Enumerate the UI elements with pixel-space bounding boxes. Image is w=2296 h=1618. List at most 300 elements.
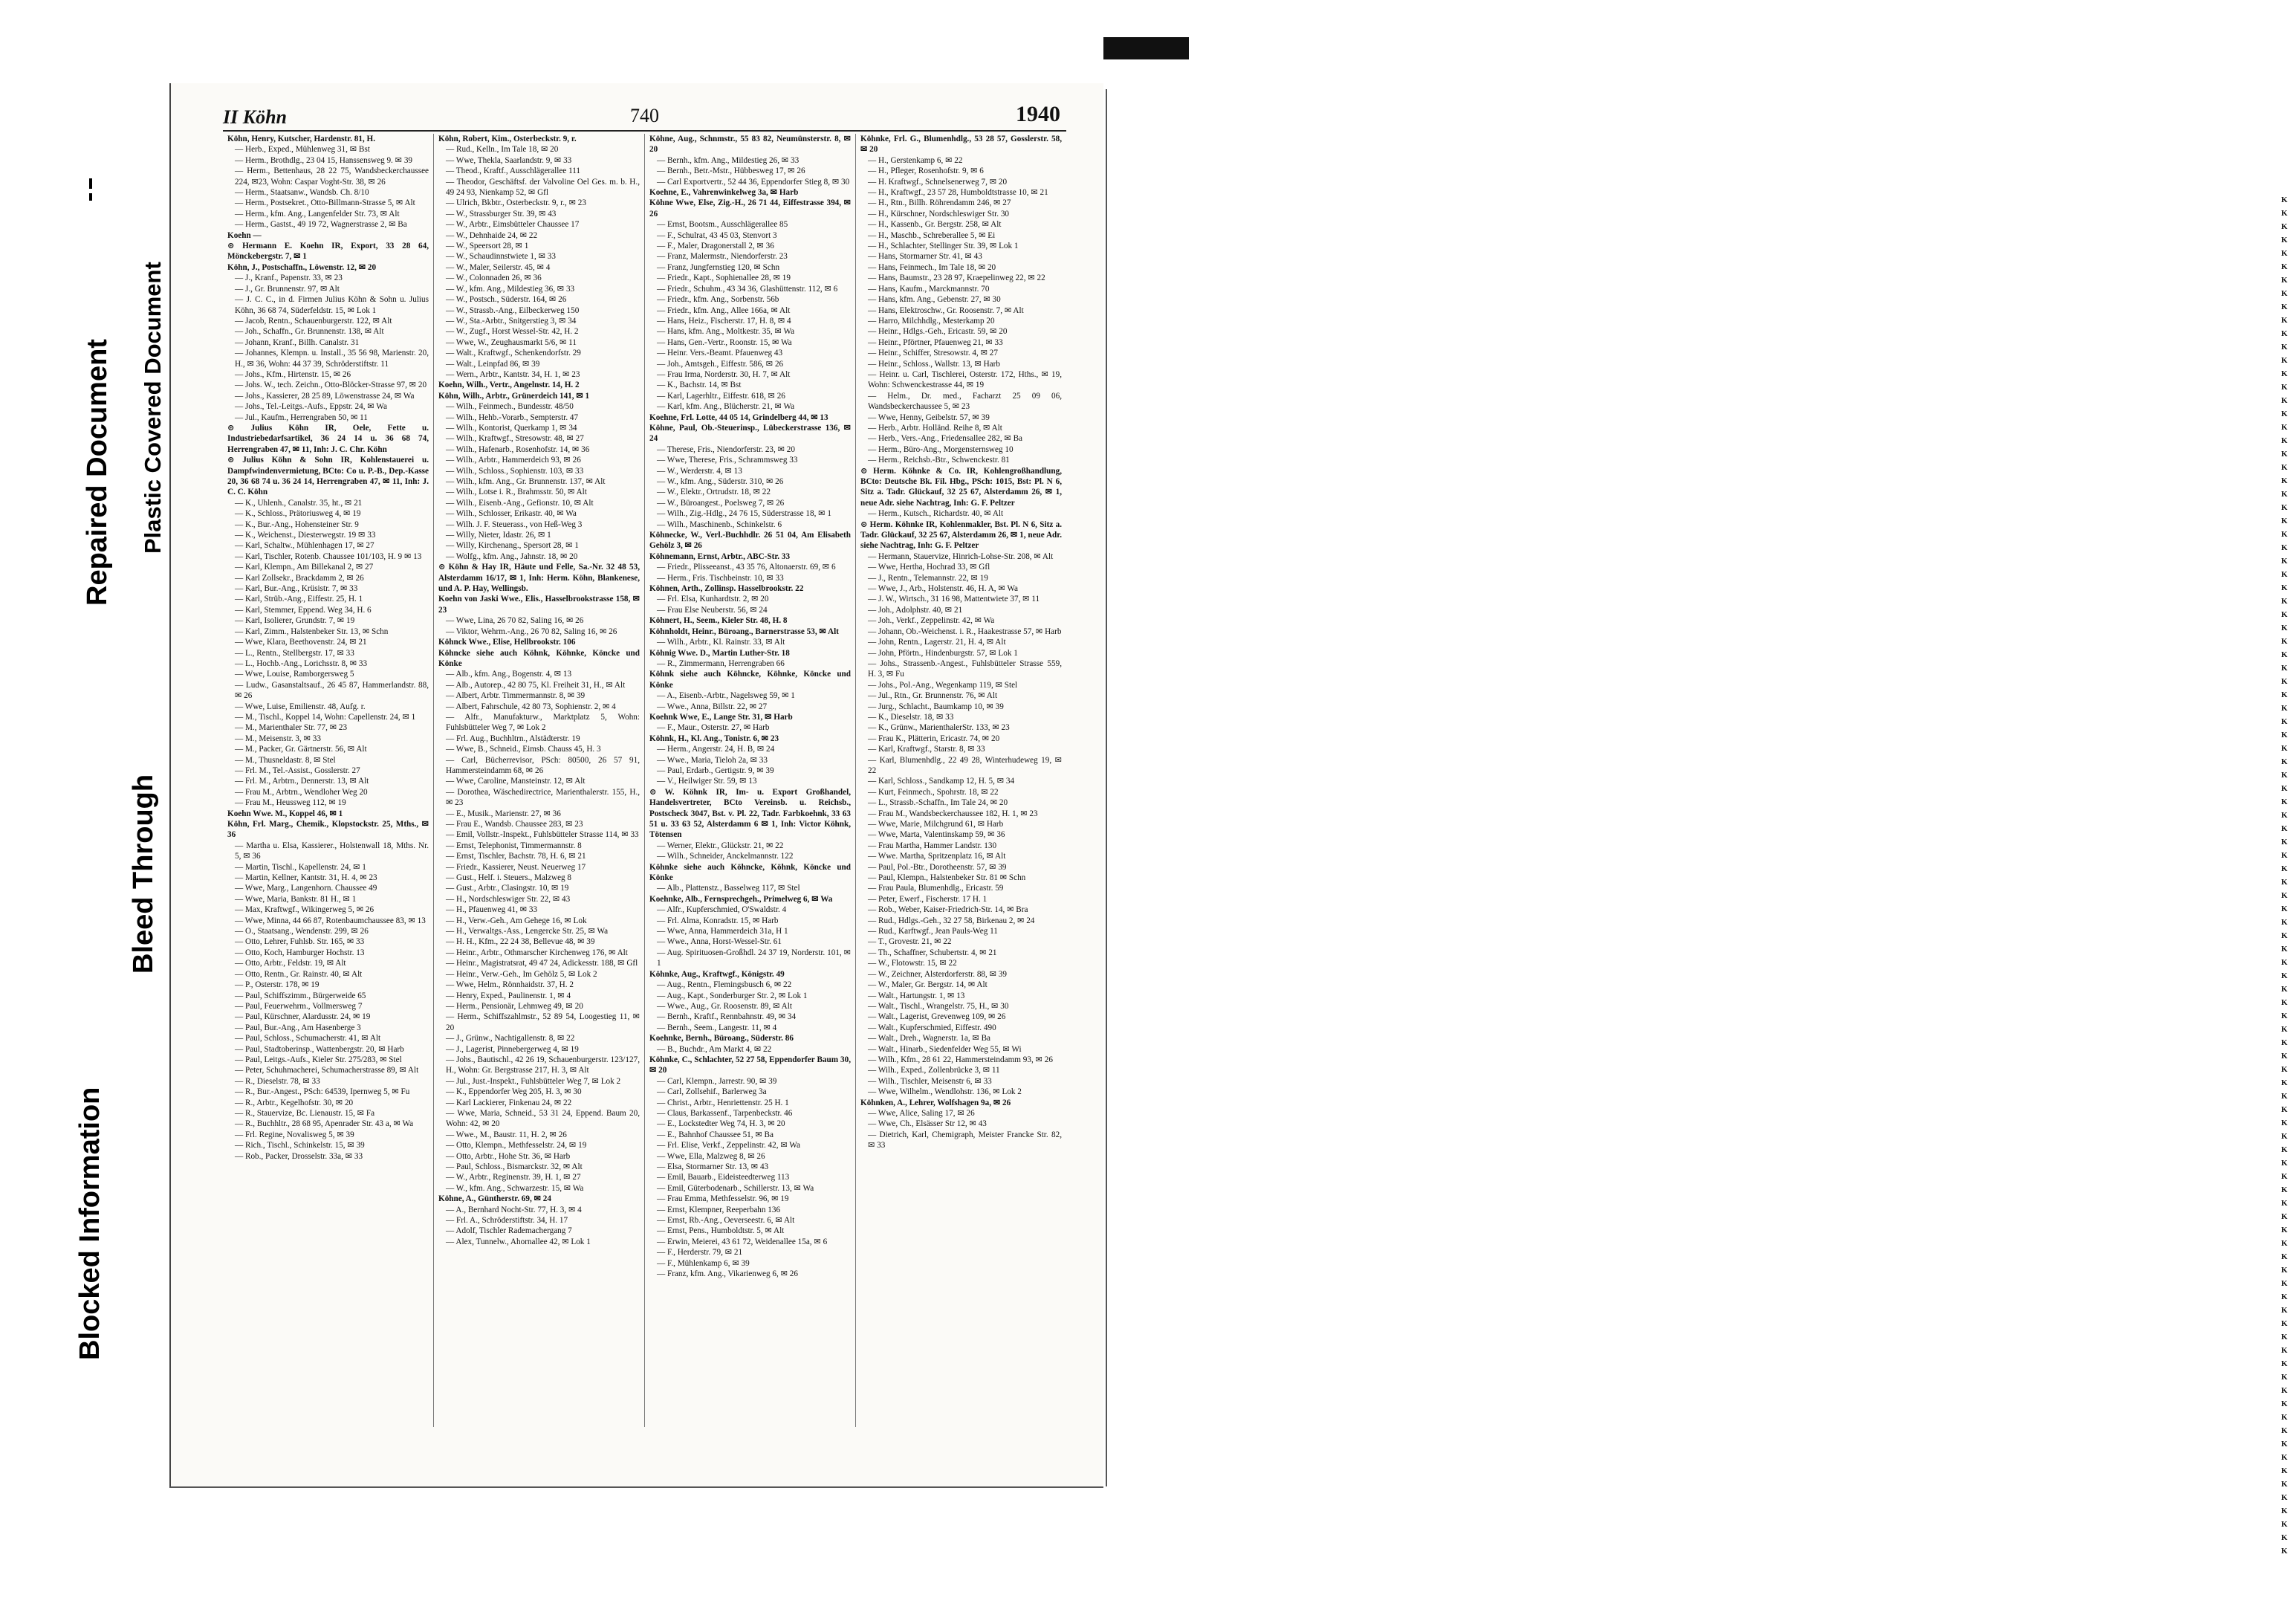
directory-entry: — Hans, Gen.-Vertr., Roonstr. 15, ✉ Wa — [657, 337, 792, 347]
directory-entry: — Heinr., Verw.-Geh., Im Gehölz 5, ✉ Lok 2 — [446, 969, 597, 979]
directory-entry: — M., Packer, Gr. Gärtnerstr. 56, ✉ Alt — [235, 745, 367, 754]
directory-entry: — Hermann, Stauervize, Hinrich-Lohse-Str. 208, ✉ Alt — [868, 551, 1054, 561]
directory-entry: — Karl Zollsekr., Brackdamm 2, ✉ 26 — [235, 573, 364, 583]
directory-entry: — Ernst, Rb.-Ang., Oeverseestr. 6, ✉ Alt — [657, 1216, 795, 1226]
directory-entry: — Hans, Heiz., Fischerstr. 17, H. 8, ✉ 4 — [657, 316, 791, 326]
directory-entry: — Karl, Zimm., Halstenbeker Str. 13, ✉ Schn — [235, 627, 389, 636]
directory-entry: — W., Colonnaden 26, ✉ 36 — [446, 274, 542, 283]
directory-entry: — Herm., Staatsanw., Wandsb. Ch. 8/10 — [235, 188, 369, 198]
directory-entry: — W., Arbtr., Eimsbütteler Chaussee 17 — [446, 220, 580, 230]
directory-entry: — Wwe, Luise, Emilienstr. 48, Aufg. r. — [235, 702, 366, 711]
directory-entry: — Frau Emma, Methfesselstr. 96, ✉ 19 — [657, 1194, 789, 1204]
directory-entry: — Heinr., Hdlgs.-Geh., Ericastr. 59, ✉ 20 — [868, 327, 1008, 337]
directory-entry: — R., Arbtr., Kegelhofstr. 30, ✉ 20 — [235, 1098, 354, 1107]
directory-entry: — Wwe, Caroline, Mansteinstr. 12, ✉ Alt — [446, 777, 586, 786]
directory-entry: — Emil, Bauarb., Eideisteedterweg 113 — [657, 1173, 790, 1182]
directory-entry: Köhnecke, W., Verl.-Buchhdlr. 26 51 04, Am Elisabeth Gehölz 3, ✉ 26 — [649, 531, 851, 551]
directory-entry: — Bernh., Kraftf., Rennbahnstr. 49, ✉ 34 — [657, 1012, 797, 1022]
directory-entry: — Karl, Klempn., Am Billekanal 2, ✉ 27 — [235, 563, 374, 572]
directory-entry: — Adolf, Tischler Rademachergang 7 — [446, 1226, 572, 1236]
directory-entry: — Hans, Feinmech., Im Tale 18, ✉ 20 — [868, 262, 996, 272]
directory-entry: — Walt., Kupferschmied, Eiffestr. 490 — [868, 1023, 996, 1032]
directory-entry: — Wwe, Minna, 44 66 87, Rotenbaumchaussee 83, ✉ 13 — [235, 916, 426, 925]
directory-entry: Koehnk Wwe, E., Lange Str. 31, ✉ Harb — [649, 712, 793, 722]
directory-entry: — Aug., Kapt., Sonderburger Str. 2, ✉ Lok 1 — [657, 991, 808, 1000]
directory-entry: — R., Dieselstr. 78, ✉ 33 — [235, 1076, 320, 1086]
directory-entry: — Ernst, Tischler, Bachstr. 78, H. 6, ✉ 21 — [446, 852, 586, 861]
directory-entry: — Gust., Arbtr., Clasingstr. 10, ✉ 19 — [446, 884, 569, 893]
directory-entry: — Friedr., Schuhm., 43 34 36, Glashüttenstr. 112, ✉ 6 — [657, 284, 838, 294]
directory-entry: — Herm., Postsekret., Otto-Billmann-Strasse 5, ✉ Alt — [235, 198, 415, 208]
directory-entry: — O., Staatsang., Wendenstr. 299, ✉ 26 — [235, 927, 369, 936]
directory-entry: — B., Buchdr., Am Markt 4, ✉ 22 — [657, 1044, 772, 1054]
directory-entry: — Rud., Hdlgs.-Geh., 32 27 58, Birkenau 2, ✉ 24 — [868, 916, 1035, 925]
page-number: 740 — [630, 105, 659, 126]
label-bleed-through: Bleed Through — [128, 774, 159, 974]
directory-entry: — John, Rentn., Lagerstr. 21, H. 4, ✉ Alt — [868, 638, 1006, 647]
directory-entry: — Jul., Just.-Inspekt., Fuhlsbütteler Weg 7, ✉ Lok 2 — [446, 1076, 621, 1086]
directory-entry: — Johs., Strassenb.-Angest., Fuhlsbütteler Strasse 559, H. 3, ✉ Fu — [868, 658, 1062, 679]
directory-entry: — Otto, Klempn., Methfesselstr. 24, ✉ 19 — [446, 1141, 587, 1151]
directory-entry: — H., Verwaltgs.-Ass., Lengercke Str. 25, ✉ Wa — [446, 927, 609, 936]
directory-entry: — Heinr., Schloss., Wallstr. 13, ✉ Harb — [868, 359, 1000, 369]
directory-entry: — Therese, Fris., Niendorferstr. 23, ✉ 20 — [657, 444, 795, 454]
directory-entry: — Helm., Dr. med., Facharzt 25 09 06, Wandsbeckerchaussee 5, ✉ 23 — [868, 391, 1062, 412]
directory-entry: — W., Postsch., Süderstr. 164, ✉ 26 — [446, 295, 567, 305]
directory-entry: — Bernh., Betr.-Mstr., Hübbesweg 17, ✉ 26 — [657, 166, 805, 176]
directory-entry: Köhn, Robert, Kim., Osterbeckstr. 9, r. — [438, 135, 577, 143]
directory-entry: — Otto, Rentn., Gr. Rainstr. 40, ✉ Alt — [235, 969, 363, 979]
directory-entry: — W., Arbtr., Reginenstr. 39, H. 1, ✉ 27 — [446, 1173, 581, 1182]
directory-entry: — Carl, Bücherrevisor, PSch: 80500, 26 57 91, Hammersteindamm 68, ✉ 26 — [446, 755, 640, 775]
directory-entry: Köhn, Henry, Kutscher, Hardenstr. 81, H. — [227, 135, 376, 143]
directory-entry: — Johs., Kassierer, 28 25 89, Löwenstrasse 24, ✉ Wa — [235, 391, 415, 401]
directory-entry: — Friedr., kfm. Ang., Allee 166a, ✉ Alt — [657, 305, 791, 315]
directory-entry: — Frau M., Arbtrn., Wendloher Weg 20 — [235, 787, 368, 797]
directory-entry: — Walt., Lagerist, Grevenweg 109, ✉ 26 — [868, 1012, 1006, 1022]
directory-entry: — Walt., Hinarb., Siedenfelder Weg 55, ✉ Wi — [868, 1044, 1022, 1054]
directory-entry: — Wwe, Anna, Hammerdeich 31a, H 1 — [657, 927, 788, 936]
directory-entry: — Carl, Zollsehif., Barlerweg 3a — [657, 1087, 767, 1097]
directory-entry: — Johs., Kfm., Hirtenstr. 15, ✉ 26 — [235, 369, 351, 379]
directory-entry: — L., Strassb.-Schaffn., Im Tale 24, ✉ 20 — [868, 798, 1008, 808]
directory-entry: — Paul, Erdarb., Gertigstr. 9, ✉ 39 — [657, 766, 774, 775]
directory-entry: — Wwe, Marg., Langenhorn. Chaussee 49 — [235, 884, 377, 893]
directory-entry: — Rud., Karftwgf., Jean Pauls-Weg 11 — [868, 927, 998, 936]
directory-entry: Köhne, Aug., Schnmstr., 55 83 82, Neumünsterstr. 8, ✉ 20 — [649, 135, 851, 155]
directory-entry: — K., Bachstr. 14, ✉ Bst — [657, 381, 742, 390]
adjacent-page-edge — [1106, 89, 2288, 1556]
directory-entry: — Frau Paula, Blumenhdlg., Ericastr. 59 — [868, 884, 1004, 893]
header-section: II Köhn — [223, 106, 287, 128]
directory-entry: — Franz, Jungfernstieg 120, ✉ Schn — [657, 262, 780, 272]
directory-entry: — Carl Exportvertr., 52 44 36, Eppendorfer Stieg 8, ✉ 30 — [657, 177, 850, 187]
directory-entry: — Wwe, Therese, Fris., Schrammsweg 33 — [657, 456, 798, 465]
directory-entry: — Wwe., M., Baustr. 11, H. 2, ✉ 26 — [446, 1130, 567, 1139]
directory-entry: Köhne, Paul, Ob.-Steuerinsp., Lübeckerstrasse 136, ✉ 24 — [649, 423, 851, 444]
directory-entry: — Wilh., Feinmech., Bundesstr. 48/50 — [446, 402, 574, 412]
directory-entry: Koehne, E., Vahrenwinkelweg 3a, ✉ Harb — [649, 188, 799, 198]
directory-entry: — F., Schulrat, 43 45 03, Stenvort 3 — [657, 230, 777, 240]
directory-entry: — Otto, Arbtr., Hohe Str. 36, ✉ Harb — [446, 1151, 571, 1161]
directory-entry: — Willy, Kirchenang., Spersort 28, ✉ 1 — [446, 541, 579, 551]
directory-entry: — Franz, Malermstr., Niendorferstr. 23 — [657, 252, 788, 262]
directory-entry: — L., Rentn., Stellbergstr. 17, ✉ 33 — [235, 648, 354, 658]
directory-entry: — W., kfm. Ang., Süderstr. 310, ✉ 26 — [657, 477, 784, 486]
directory-entry: — John, Pförtn., Hindenburgstr. 57, ✉ Lok 1 — [868, 648, 1018, 658]
directory-entry: — Alb., Plattenstz., Basselweg 117, ✉ Stel — [657, 884, 800, 893]
directory-entry: — Johann, Kranf., Billh. Canalstr. 31 — [235, 337, 360, 347]
directory-entry: — Herm., Reichsb.-Btr., Schwenckestr. 81 — [868, 456, 1010, 465]
directory-entry: Koehn von Jaski Wwe., Elis., Hasselbrookstrasse 158, ✉ 23 — [438, 595, 640, 615]
directory-entry: — Frau K., Plätterin, Ericastr. 74, ✉ 20 — [868, 734, 1000, 743]
directory-entry: — Wwe, W., Zeughausmarkt 5/6, ✉ 11 — [446, 337, 577, 347]
directory-entry: — Joh., Amtsgeh., Eiffestr. 586, ✉ 26 — [657, 359, 784, 369]
directory-entry: — Henry, Exped., Paulinenstr. 1, ✉ 4 — [446, 991, 571, 1000]
label-blocked-information: Blocked Information — [74, 1087, 106, 1360]
directory-entry: — E., Bahnhof Chaussee 51, ✉ Ba — [657, 1130, 774, 1139]
directory-entry: — Karl, Schaltw., Mühlenhagen 17, ✉ 27 — [235, 541, 374, 551]
directory-entry: Köhnert, H., Seem., Kieler Str. 48, H. 8 — [649, 616, 788, 626]
directory-entry: — Frau Martha, Hammer Landstr. 130 — [868, 841, 997, 850]
directory-entry: — H., Pfleger, Rosenhofstr. 9, ✉ 6 — [868, 166, 984, 176]
directory-entry: — Alex, Tunnelw., Ahornallee 42, ✉ Lok 1 — [446, 1237, 591, 1246]
directory-entry: ⊙ Köhn & Hay IR, Häute und Felle, Sa.-Nr. 32 48 53, Alsterdamm 16/17, ✉ 1, Inh: Herm. Köhn, Blankenese, und A. P. Hay, Wellingsb. — [438, 563, 640, 594]
directory-entry: ⊙ Herm. Köhnke IR, Kohlenmakler, Bst. Pl. N 6, Sitz a. Tadr. Glückauf, 32 25 67, Alsterdamm 26, ✉ 1, neue Adr. siehe Nachtrag, Inh: G. F. Peltzer — [860, 520, 1062, 551]
directory-entry: — Otto, Arbtr., Feldstr. 19, ✉ Alt — [235, 959, 346, 968]
directory-entry: — W., Flotowstr. 15, ✉ 22 — [868, 959, 957, 968]
directory-entry: — E., Lockstedter Weg 74, H. 3, ✉ 20 — [657, 1119, 785, 1129]
directory-entry: — Alfr., Kupferschmied, O'Swaldstr. 4 — [657, 905, 787, 915]
directory-entry: Köhn, Wilh., Arbtr., Grünerdeich 141, ✉ 1 — [438, 391, 590, 401]
directory-entry: — Frau M., Wandsbeckerchaussee 182, H. 1, ✉ 23 — [868, 809, 1038, 818]
directory-entry: — Johs. W., tech. Zeichn., Otto-Blöcker-Strasse 97, ✉ 20 — [235, 381, 427, 390]
directory-entry: — J. C. C., in d. Firmen Julius Köhn & Sohn u. Julius Köhn, 36 68 74, Süderfeldstr. 15, ✉ Lok 1 — [235, 295, 429, 315]
directory-entry: Köhncke siehe auch Köhnk, Köhnke, Köncke und Könke — [438, 648, 640, 668]
directory-entry: Köhnig Wwe. D., Martin Luther-Str. 18 — [649, 648, 790, 658]
directory-entry: — Emil, Vollstr.-Inspekt., Fuhlsbütteler Strasse 114, ✉ 33 — [446, 830, 639, 840]
directory-entry: — Carl, Klempn., Jarrestr. 90, ✉ 39 — [657, 1076, 777, 1086]
directory-entry: — Johs., Tel.-Leitgs.-Aufs., Eppstr. 24, ✉ Wa — [235, 402, 387, 412]
directory-entry: Koehnke, Alb., Fernsprechgeh., Primelweg 6, ✉ Wa — [649, 894, 833, 904]
directory-entry: — H., Pfauenweg 41, ✉ 33 — [446, 905, 538, 915]
directory-entry: — Wilh., Maschinenb., Schinkelstr. 6 — [657, 520, 782, 529]
directory-entry: — Karl, Strüb.-Ang., Eiffestr. 25, H. 1 — [235, 595, 363, 604]
directory-entry: — Aug., Rentn., Flemingsbusch 6, ✉ 22 — [657, 980, 792, 990]
directory-entry: — W., kfm. Ang., Schwarzestr. 15, ✉ Wa — [446, 1183, 584, 1193]
directory-entry: — Herm., Schiffszahlmstr., 52 89 54, Loogestieg 11, ✉ 20 — [446, 1012, 640, 1032]
directory-entry: — M., Marienthaler Str. 77, ✉ 23 — [235, 723, 348, 733]
directory-entry: — Gust., Helf. i. Steuers., Malzweg 8 — [446, 873, 572, 883]
directory-entry: — A., Eisenb.-Arbtr., Nagelsweg 59, ✉ 1 — [657, 691, 795, 701]
directory-entry: — Wwe., Anna, Horst-Wessel-Str. 61 — [657, 937, 782, 947]
directory-entry: Köhnk, H., Kl. Ang., Tonistr. 6, ✉ 23 — [649, 734, 779, 743]
side-mark — [89, 178, 92, 189]
directory-entry: — J., Grünw., Nachtigallenstr. 8, ✉ 22 — [446, 1034, 575, 1043]
directory-entry: Köhnken, A., Lehrer, Wolfshagen 9a, ✉ 26 — [860, 1098, 1011, 1107]
directory-entry: — Wilh., Kraftwgf., Stresowstr. 48, ✉ 27 — [446, 434, 584, 444]
directory-entry: — K., Dieselstr. 18, ✉ 33 — [868, 712, 954, 722]
directory-entry: — Jurg., Schlacht., Baumkamp 10, ✉ 39 — [868, 702, 1004, 711]
directory-entry: — Hans, kfm. Ang., Moltkestr. 35, ✉ Wa — [657, 327, 795, 337]
header-year: 1940 — [1016, 102, 1060, 126]
directory-entry: — F., Maler, Dragonerstall 2, ✉ 36 — [657, 242, 774, 251]
directory-entry: — Friedr., Kapt., Sophienallee 28, ✉ 19 — [657, 274, 791, 283]
directory-entry: — Theod., Kraftf., Ausschlägerallee 111 — [446, 166, 581, 176]
directory-entry: — Frl. M., Arbtrn., Dennerstr. 13, ✉ Alt — [235, 777, 369, 786]
directory-entry: — Franz, kfm. Ang., Vikarienweg 6, ✉ 26 — [657, 1269, 798, 1279]
directory-entry: Köhnck Wwe., Elise, Hellbrookstr. 106 — [438, 638, 576, 647]
directory-entry: — Werner, Elektr., Glückstr. 21, ✉ 22 — [657, 841, 784, 850]
directory-entry: — K., Weichenst., Diesterwegstr. 19 ✉ 33 — [235, 531, 376, 540]
directory-entry: — Friedr., Kassierer, Neust. Neuerweg 17 — [446, 862, 586, 872]
directory-entry: — Wilh., Hafenarb., Rosenhofstr. 14, ✉ 36 — [446, 444, 590, 454]
directory-entry: — Paul, Bur.-Ang., Am Hasenberge 3 — [235, 1023, 361, 1032]
directory-entry: — Herm., Brothdlg., 23 04 15, Hanssensweg 9. ✉ 39 — [235, 155, 413, 165]
directory-entry: Koehn — — [227, 230, 262, 240]
directory-entry: — Ernst, Pens., Humboldtstr. 5, ✉ Alt — [657, 1226, 785, 1236]
directory-entry: — M., Thusneldastr. 8, ✉ Stel — [235, 755, 336, 765]
directory-entry: — Herb., Arbtr. Holländ. Reihe 8, ✉ Alt — [868, 423, 1002, 433]
directory-entry: — E., Musik., Marienstr. 27, ✉ 36 — [446, 809, 561, 818]
directory-entry: — Wilh., kfm. Ang., Gr. Brunnenstr. 137, ✉ Alt — [446, 477, 606, 486]
directory-entry: Köhnen, Arth., Zollinsp. Hasselbrookstr. 22 — [649, 584, 804, 594]
directory-entry: — W., Büroangest., Poelsweg 7, ✉ 26 — [657, 498, 785, 508]
directory-entry: — Frl. Alma, Konradstr. 15, ✉ Harb — [657, 916, 779, 925]
directory-entry: Koehn Wwe. M., Koppel 46, ✉ 1 — [227, 809, 343, 818]
directory-entry: — Frau Irma, Norderstr. 30, H. 7, ✉ Alt — [657, 369, 791, 379]
directory-entry: — Wwe., Anna, Billstr. 22, ✉ 27 — [657, 702, 768, 711]
directory-entry: — Rich., Tischl., Schinkelstr. 15, ✉ 39 — [235, 1141, 365, 1151]
directory-entry: — Christ., Arbtr., Henriettenstr. 25 H. 1 — [657, 1098, 789, 1107]
directory-entry: — Wwe, Maria, Bankstr. 81 H., ✉ 1 — [235, 894, 357, 904]
directory-entry: — Karl Lackierer, Finkenau 24, ✉ 22 — [446, 1098, 572, 1107]
directory-entry: — Wilh., Exped., Zollenbrücke 3, ✉ 11 — [868, 1066, 1000, 1075]
directory-entry: — W., Zugf., Horst Wessel-Str. 42, H. 2 — [446, 327, 579, 337]
directory-entry: — Frl. A., Schröderstiftstr. 34, H. 17 — [446, 1216, 568, 1226]
directory-entry: — R., Buchhltr., 28 68 95, Apenrader Str. 43 a, ✉ Wa — [235, 1119, 414, 1129]
directory-entry: — Alb., Autorep., 42 80 75, Kl. Freiheit 31, H., ✉ Alt — [446, 680, 626, 690]
directory-entry: — K., Bur.-Ang., Hohensteiner Str. 9 — [235, 520, 359, 529]
directory-entry: — Wilh., Arbtr., Kl. Rainstr. 33, ✉ Alt — [657, 638, 785, 647]
directory-entry: — Wilh. J. F. Steuerass., von Heß-Weg 3 — [446, 520, 583, 529]
directory-entry: — Wilh., Schlosser, Erikastr. 40, ✉ Wa — [446, 509, 577, 519]
directory-entry: Köhn, Frl. Marg., Chemik., Klopstockstr. 25, Mths., ✉ 36 — [227, 820, 429, 840]
directory-column-4 — [855, 134, 1066, 1427]
directory-entry: — Ernst, Klempner, Reeperbahn 136 — [657, 1205, 781, 1214]
directory-entry: — H., Nordschleswiger Str. 22, ✉ 43 — [446, 894, 571, 904]
directory-entry: — Peter, Ewerf., Fischerstr. 17 H. 1 — [868, 894, 988, 904]
directory-entry: — Wwe, J., Arb., Holstenstr. 46, H. A, ✉ Wa — [868, 584, 1018, 594]
directory-entry: — Martha u. Elsa, Kassierer., Holstenwall 18, Mths. Nr. 5, ✉ 36 — [235, 841, 429, 861]
directory-entry: ⊙ Julius Köhn IR, Oele, Fette u. Industriebedarfsartikel, 36 24 14 u. 36 68 74, Herrengraben 47, ✉ 11, Inh: J. C. Chr. Köhn — [227, 423, 429, 454]
directory-entry: — Hans, Kaufm., Marckmannstr. 70 — [868, 284, 990, 294]
directory-entry: — W., Strassb.-Ang., Eilbeckerweg 150 — [446, 305, 580, 315]
directory-column-3 — [644, 134, 855, 1427]
directory-column-1 — [223, 134, 433, 1427]
directory-entry: — K., Schloss., Prätoriusweg 4, ✉ 19 — [235, 509, 361, 519]
directory-entry: — Walt., Tischl., Wrangelstr. 75, H., ✉ 30 — [868, 1001, 1009, 1011]
directory-entry: — Joh., Schaffn., Gr. Brunnenstr. 138, ✉ Alt — [235, 327, 384, 337]
directory-entry: — Paul, Schloss., Bismarckstr. 32, ✉ Alt — [446, 1162, 583, 1171]
directory-entry: — Paul, Schloss., Schumacherstr. 41, ✉ Alt — [235, 1034, 381, 1043]
directory-entry: — H., Schlachter, Stellinger Str. 39, ✉ Lok 1 — [868, 242, 1019, 251]
directory-entry: — Walt., Leinpfad 86, ✉ 39 — [446, 359, 540, 369]
directory-entry: — Herm., Bettenhaus, 28 22 75, Wandsbeckerchaussee 224, ✉23, Wohn: Caspar Voght-Str. 38, ✉ 26 — [235, 166, 429, 187]
directory-entry: — Wwe, Ch., Elsässer Str 12, ✉ 43 — [868, 1119, 987, 1129]
directory-entry: — Walt., Dreh., Wagnerstr. 1a, ✉ Ba — [868, 1034, 990, 1043]
directory-entry: — H., Kraftwgf., 23 57 28, Humboldtstrasse 10, ✉ 21 — [868, 188, 1048, 198]
directory-entry: — Karl, Lagerhltr., Eiffestr. 618, ✉ 26 — [657, 391, 785, 401]
directory-entry: — Wwe, Wilhelm., Wendlohstr. 136, ✉ Lok 2 — [868, 1087, 1022, 1097]
directory-entry: — Herm., Angerstr. 24, H. B, ✉ 24 — [657, 745, 775, 754]
directory-entry: — Karl, Bur.-Ang., Krüsistr. 7, ✉ 33 — [235, 584, 358, 594]
directory-entry: — Hans, kfm. Ang., Gebenstr. 27, ✉ 30 — [868, 295, 1001, 305]
directory-entry: — Karl, Tischler, Rotenb. Chaussee 101/103, H. 9 ✉ 13 — [235, 551, 422, 561]
directory-entry: — W., Zeichner, Alsterdorferstr. 88, ✉ 39 — [868, 969, 1007, 979]
directory-entry: — Herm., Fris. Tischbeinstr. 10, ✉ 33 — [657, 573, 784, 583]
directory-entry: — Karl, Isolierer, Grundstr. 7, ✉ 19 — [235, 616, 355, 626]
directory-entry: — Wilh., Kfm., 28 61 22, Hammersteindamm 93, ✉ 26 — [868, 1055, 1053, 1064]
directory-entry: — Joh., Verkf., Zeppelinstr. 42, ✉ Wa — [868, 616, 995, 626]
directory-entry: Koehnke, Bernh., Büroang., Süderstr. 86 — [649, 1034, 794, 1043]
directory-entry: — Paul, Kürschner, Alardusstr. 24, ✉ 19 — [235, 1012, 371, 1022]
directory-entry: — R., Bur.-Angest., PSch: 64539, Ipernweg 5, ✉ Fu — [235, 1087, 410, 1097]
directory-entry: — Frau E., Wandsb. Chaussee 283, ✉ 23 — [446, 820, 583, 829]
directory-entry: — Karl, Schloss., Sandkamp 12, H. 5, ✉ 34 — [868, 777, 1015, 786]
directory-entry: — R., Zimmermann, Herrengraben 66 — [657, 658, 785, 668]
directory-entry: — Theodor, Geschäftsf. der Valvoline Oel Ges. m. b. H., 49 24 93, Nienkamp 52, ✉ Gfl — [446, 177, 640, 198]
directory-entry: — Wwe, Alice, Saling 17, ✉ 26 — [868, 1108, 975, 1118]
directory-entry: — Rob., Weber, Kaiser-Friedrich-Str. 14, ✉ Bra — [868, 905, 1028, 915]
directory-entry: — Wwe, Marta, Valentinskamp 59, ✉ 36 — [868, 830, 1005, 840]
directory-entry: — Wwe. Martha, Spritzenplatz 16, ✉ Alt — [868, 852, 1006, 861]
directory-entry: — Walt., Hartungstr. 1, ✉ 13 — [868, 991, 965, 1000]
directory-entry: — Friedr., Plisseeanst., 43 35 76, Altonaerstr. 69, ✉ 6 — [657, 563, 836, 572]
directory-entry: — Herm., Kutsch., Richardstr. 40, ✉ Alt — [868, 509, 1004, 519]
directory-entry: — Frl. Regine, Novalisweg 5, ✉ 39 — [235, 1130, 354, 1139]
directory-entry: — Wilh., Schloss., Sophienstr. 103, ✉ 33 — [446, 466, 584, 476]
directory-entry: — Paul, Leitgs.-Aufs., Kieler Str. 275/283, ✉ Stel — [235, 1055, 402, 1064]
directory-entry: — M., Tischl., Koppel 14, Wohn: Capellenstr. 24, ✉ 1 — [235, 712, 416, 722]
directory-entry: — J., Kranf., Papenstr. 33, ✉ 23 — [235, 274, 343, 283]
directory-entry: — W., kfm. Ang., Mildestieg 36, ✉ 33 — [446, 284, 575, 294]
directory-entry: — Rud., Kelln., Im Tale 18, ✉ 20 — [446, 145, 559, 155]
directory-entry: — W., Schaudinnstwiete 1, ✉ 33 — [446, 252, 556, 262]
directory-entry: Köhne, A., Güntherstr. 69, ✉ 24 — [438, 1194, 551, 1204]
directory-entry: — Otto, Koch, Hamburger Hochstr. 13 — [235, 948, 365, 957]
directory-entry: — W., Strassburger Str. 39, ✉ 43 — [446, 209, 557, 219]
directory-entry: — Martin, Tischl., Kapellenstr. 24, ✉ 1 — [235, 862, 366, 872]
directory-entry: — Karl, Kraftwgf., Starstr. 8, ✉ 33 — [868, 745, 985, 754]
directory-entry: — Wilh., Zig.-Hdlg., 24 76 15, Süderstrasse 18, ✉ 1 — [657, 509, 831, 519]
directory-entry: — Dorothea, Wäschedirectrice, Marienthalerstr. 155, H., ✉ 23 — [446, 787, 640, 808]
directory-entry: — R., Stauervize, Bc. Lienaustr. 15, ✉ Fa — [235, 1108, 375, 1118]
directory-entry: — Aug. Spirituosen-Großhdl. 24 37 19, Norderstr. 101, ✉ 1 — [657, 948, 851, 968]
side-mark — [89, 193, 92, 201]
directory-entry: — P., Osterstr. 178, ✉ 19 — [235, 980, 320, 990]
adjacent-page-fragment: K K K K K K K K K K K K K K K K K K K K K K K K K K K K K K K K K K K K K K K K K K K K K K K K K K K K K K K K K K K K K K K K K K K K K K K K K K K K K K K K K K K K K K K K K K K K K K K K K K K K K K — [2281, 195, 2288, 1556]
directory-entry: — T., Grovestr. 21, ✉ 22 — [868, 937, 952, 947]
scan-black-bar — [1103, 37, 1189, 59]
directory-entry: ⊙ Herm. Köhnke & Co. IR, Kohlengroßhandlung, BCto: Deutsche Bk. Fil. Hbg., PSch: 1015, Bst: Pl. N 6, Sitz a. Tadr. Glückauf, 32 25 67, Alsterdamm 26, ✉ 1, neue Adr. siehe Nachtrag, Inh: G. F. Peltzer — [860, 466, 1062, 508]
directory-entry: — Wwe., Aug., Gr. Roosenstr. 89, ✉ Alt — [657, 1001, 792, 1011]
directory-entry: — Johs., Bautischl., 42 26 19, Schauenburgerstr. 123/127, H., Wohn: Gr. Bergstrasse 217, H. 3, ✉ Alt — [446, 1055, 640, 1075]
directory-entry: — J. W., Wirtsch., 31 16 98, Mattentwiete 37, ✉ 11 — [868, 595, 1040, 604]
directory-entry: — V., Heilwiger Str. 59, ✉ 13 — [657, 777, 757, 786]
directory-entry: — H. H., Kfm., 22 24 38, Bellevue 48, ✉ 39 — [446, 937, 595, 947]
directory-entry: — Wwe., Maria, Tieloh 2a, ✉ 33 — [657, 755, 768, 765]
directory-entry: Köhnke, Aug., Kraftwgf., Königstr. 49 — [649, 969, 785, 979]
directory-entry: — K., Eppendorfer Weg 205, H. 3, ✉ 30 — [446, 1087, 582, 1097]
directory-entry: — Wwe, Hertha, Hochrad 33, ✉ Gfl — [868, 563, 990, 572]
directory-entry: — Wilh., Lotse i. R., Brahmsstr. 50, ✉ Alt — [446, 488, 587, 497]
directory-entry: — Hans, Elektroschw., Gr. Roosenstr. 7, ✉ Alt — [868, 305, 1024, 315]
directory-entry: — Alfr., Manufakturw., Marktplatz 5, Wohn: Fuhlsbütteler Weg 7, ✉ Lok 2 — [446, 712, 640, 733]
directory-entry: — Herm., Pensionär, Lehmweg 49, ✉ 20 — [446, 1001, 583, 1011]
directory-entry: Köhnke, C., Schlachter, 52 27 58, Eppendorfer Baum 30, ✉ 20 — [649, 1055, 851, 1075]
directory-entry: — Bernh., Seem., Langestr. 11, ✉ 4 — [657, 1023, 777, 1032]
directory-entry: Köhnke siehe auch Köhncke, Köhnk, Köncke und Könke — [649, 862, 851, 883]
directory-entry: — Herb., Vers.-Ang., Friedensallee 282, ✉ Ba — [868, 434, 1023, 444]
directory-entry: — Herb., Exped., Mühlenweg 31, ✉ Bst — [235, 145, 370, 155]
directory-entry: — H., Kassenb., Gr. Bergstr. 258, ✉ Alt — [868, 220, 1002, 230]
directory-entry: — H., Rtn., Billh. Röhrendamm 246, ✉ 27 — [868, 198, 1011, 208]
directory-entry: — Heinr. u. Carl, Tischlerei, Osterstr. 172, Hths., ✉ 19, Wohn: Schwenckestrasse 44, ✉ 19 — [868, 369, 1062, 390]
directory-entry: — Herm., Gastst., 49 19 72, Wagnerstrasse 2, ✉ Ba — [235, 220, 407, 230]
directory-entry: — Wilh., Eisenb.-Ang., Gefionstr. 10, ✉ Alt — [446, 498, 594, 508]
directory-entry: — Paul, Pol.-Btr., Dorotheenstr. 57, ✉ 39 — [868, 862, 1007, 872]
directory-entry: — F., Mühlenkamp 6, ✉ 39 — [657, 1258, 750, 1268]
directory-entry: — Wwe, Marie, Milchgrund 61, ✉ Harb — [868, 820, 1004, 829]
directory-entry: — Wilh., Kontorist, Querkamp 1, ✉ 34 — [446, 423, 577, 433]
directory-entry: — Wolfg., kfm. Ang., Jahnstr. 18, ✉ 20 — [446, 551, 578, 561]
directory-entry: — Heinr. Vers.-Beamt. Pfauenweg 43 — [657, 349, 783, 358]
directory-entry: — Frl. Aug., Buchhltrn., Alstädterstr. 19 — [446, 734, 580, 743]
running-header — [223, 102, 1066, 132]
directory-entry: — Wwe, Henny, Geibelstr. 57, ✉ 39 — [868, 412, 990, 422]
directory-entry: — Emil, Güterbodenarb., Schillerstr. 13, ✉ Wa — [657, 1183, 814, 1193]
directory-entry: — Joh., Adolphstr. 40, ✉ 21 — [868, 605, 963, 615]
directory-entry: Köhnholdt, Heinr., Büroang., Barnerstrasse 53, ✉ Alt — [649, 627, 839, 636]
directory-entry: — W., Werderstr. 4, ✉ 13 — [657, 466, 742, 476]
directory-entry: — W., Maler, Seilerstr. 45, ✉ 4 — [446, 262, 551, 272]
directory-entry: — Wwe, Ella, Malzweg 8, ✉ 26 — [657, 1151, 765, 1161]
directory-entry: — Claus, Barkassenf., Tarpenbeckstr. 46 — [657, 1108, 793, 1118]
directory-entry: — Herm., kfm. Ang., Langenfelder Str. 73, ✉ Alt — [235, 209, 400, 219]
directory-entry: — Jacob, Rentn., Schauenburgerstr. 122, ✉ Alt — [235, 316, 392, 326]
directory-entry: — Albert, Fahrschule, 42 80 73, Sophienstr. 2, ✉ 4 — [446, 702, 616, 711]
directory-entry: — Wwe, Maria, Schneid., 53 31 24, Eppend. Baum 20, Wohn: 42, ✉ 20 — [446, 1108, 640, 1129]
directory-entry: ⊙ Hermann E. Koehn IR, Export, 33 28 64, Mönckebergstr. 7, ✉ 1 — [227, 242, 429, 262]
directory-entry: — Karl, Stemmer, Eppend. Weg 34, H. 6 — [235, 605, 372, 615]
directory-columns — [223, 134, 1066, 1427]
directory-entry: — Frl. M., Tel.-Assist., Gosslerstr. 27 — [235, 766, 360, 775]
directory-entry: — J., Rentn., Telemannstr. 22, ✉ 19 — [868, 573, 988, 583]
directory-entry: — Heinr., Magistratsrat, 49 47 24, Adickesstr. 188, ✉ Gfl — [446, 959, 638, 968]
directory-entry: — Paul, Klempn., Halstenbeker Str. 81 ✉ Schn — [868, 873, 1026, 883]
directory-entry: — Albert, Arbtr. Timmermannstr. 8, ✉ 39 — [446, 691, 586, 701]
label-plastic-covered-document: Plastic Covered Document — [140, 262, 166, 554]
directory-entry: — H., Verw.-Geh., Am Gehege 16, ✉ Lok — [446, 916, 587, 925]
directory-entry: Koehne, Frl. Lotte, 44 05 14, Grindelberg 44, ✉ 13 — [649, 412, 828, 422]
directory-entry: — W., Maler, Gr. Bergstr. 14, ✉ Alt — [868, 980, 988, 990]
directory-entry: — Frau M., Heussweg 112, ✉ 19 — [235, 798, 346, 808]
directory-entry: — W., Elektr., Ortrudstr. 18, ✉ 22 — [657, 488, 771, 497]
directory-entry: — Wilh., Tischler, Meisenstr 6, ✉ 33 — [868, 1076, 992, 1086]
directory-entry: — H., Kürschner, Nordschleswiger Str. 30 — [868, 209, 1010, 219]
directory-entry: — H., Maschb., Schreberallee 5, ✉ Ei — [868, 230, 996, 240]
